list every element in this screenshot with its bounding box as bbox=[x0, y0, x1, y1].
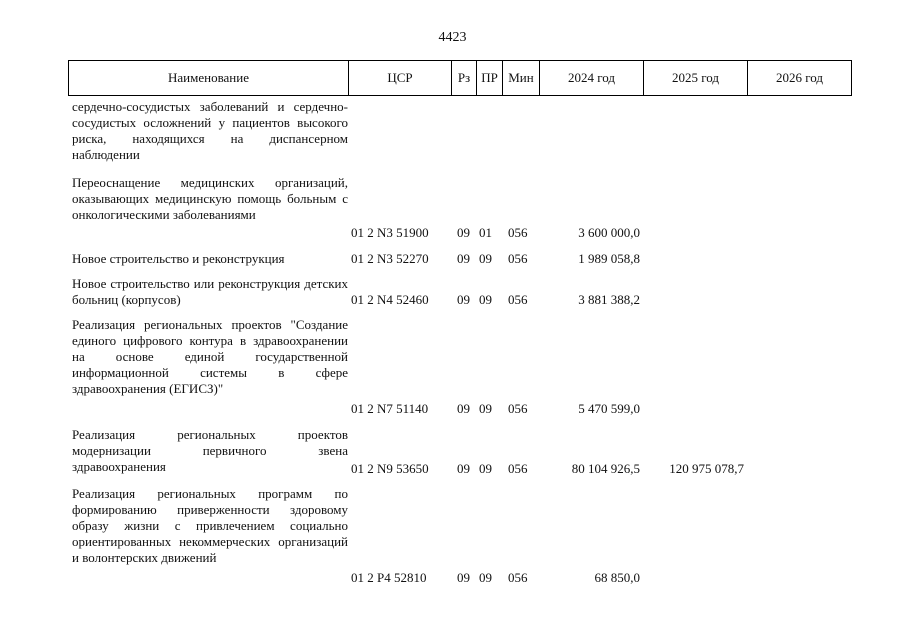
header-rz: Рз bbox=[452, 61, 477, 95]
page-number: 4423 bbox=[438, 30, 467, 45]
row-min: 056 bbox=[508, 292, 528, 307]
row-pr: 09 bbox=[479, 251, 492, 266]
row-pr: 09 bbox=[479, 461, 492, 476]
table-row bbox=[68, 276, 852, 308]
row-rz: 09 bbox=[457, 401, 470, 416]
row-2024: 5 470 599,0 bbox=[578, 401, 640, 416]
row-min: 056 bbox=[508, 461, 528, 476]
row-csr: 01 2 N3 52270 bbox=[351, 251, 429, 266]
row-2025: 120 975 078,7 bbox=[669, 461, 744, 476]
header-2025: 2025 год bbox=[644, 61, 748, 95]
row-name: Реализация региональных проектов модернизации первичного звена здравоохранения bbox=[72, 427, 348, 474]
row-name: Переоснащение медицинских организаций, оказывающих медицинскую помощь больным с онкологическими заболеваниями bbox=[72, 175, 348, 222]
row-min: 056 bbox=[508, 251, 528, 266]
header-2026: 2026 год bbox=[776, 70, 823, 85]
row-rz: 09 bbox=[457, 292, 470, 307]
row-csr: 01 2 N7 51140 bbox=[351, 401, 429, 416]
table-row bbox=[68, 99, 852, 163]
row-name: Реализация региональных программ по формированию приверженности здоровому образу жизни с привлечением социально ориентированных некоммерческих организаций и волонтерских движений bbox=[72, 486, 348, 565]
row-pr: 09 bbox=[479, 401, 492, 416]
row-name: Новое строительство и реконструкция bbox=[72, 251, 285, 266]
row-min: 056 bbox=[508, 225, 528, 240]
header-min: Мин bbox=[503, 61, 540, 95]
row-csr: 01 2 N9 53650 bbox=[351, 461, 429, 476]
row-rz: 09 bbox=[457, 225, 470, 240]
row-2024: 1 989 058,8 bbox=[578, 251, 640, 266]
table-row bbox=[68, 175, 852, 241]
row-rz: 09 bbox=[457, 461, 470, 476]
row-min: 056 bbox=[508, 401, 528, 416]
row-2024: 3 600 000,0 bbox=[578, 225, 640, 240]
row-rz: 09 bbox=[457, 570, 470, 585]
row-name: Реализация региональных проектов "Создание единого цифрового контура в здравоохранении на основе единой государственной информационной системы в сфере здравоохранения (ЕГИСЗ)" bbox=[72, 317, 348, 396]
row-csr: 01 2 N3 51900 bbox=[351, 225, 429, 240]
row-2024: 3 881 388,2 bbox=[578, 292, 640, 307]
row-min: 056 bbox=[508, 570, 528, 585]
table-row bbox=[68, 486, 852, 586]
header-2024: 2024 год bbox=[540, 61, 644, 95]
header-csr: ЦСР bbox=[349, 61, 452, 95]
table-row bbox=[68, 251, 852, 267]
table-row bbox=[68, 427, 852, 477]
row-rz: 09 bbox=[457, 251, 470, 266]
row-csr: 01 2 P4 52810 bbox=[351, 570, 427, 585]
header-name: Наименование bbox=[69, 61, 349, 95]
table-header bbox=[68, 60, 852, 96]
row-2024: 68 850,0 bbox=[594, 570, 640, 585]
row-2024: 80 104 926,5 bbox=[571, 461, 640, 476]
header-pr: ПР bbox=[477, 61, 503, 95]
row-name: Новое строительство или реконструкция детских больниц (корпусов) bbox=[72, 276, 348, 307]
row-pr: 09 bbox=[479, 292, 492, 307]
row-csr: 01 2 N4 52460 bbox=[351, 292, 429, 307]
row-name: сердечно-сосудистых заболеваний и сердечно-сосудистых осложнений у пациентов высокого риска, находящихся на диспансерном наблюдении bbox=[72, 99, 348, 162]
row-pr: 01 bbox=[479, 225, 492, 240]
table-row bbox=[68, 317, 852, 417]
row-pr: 09 bbox=[479, 570, 492, 585]
